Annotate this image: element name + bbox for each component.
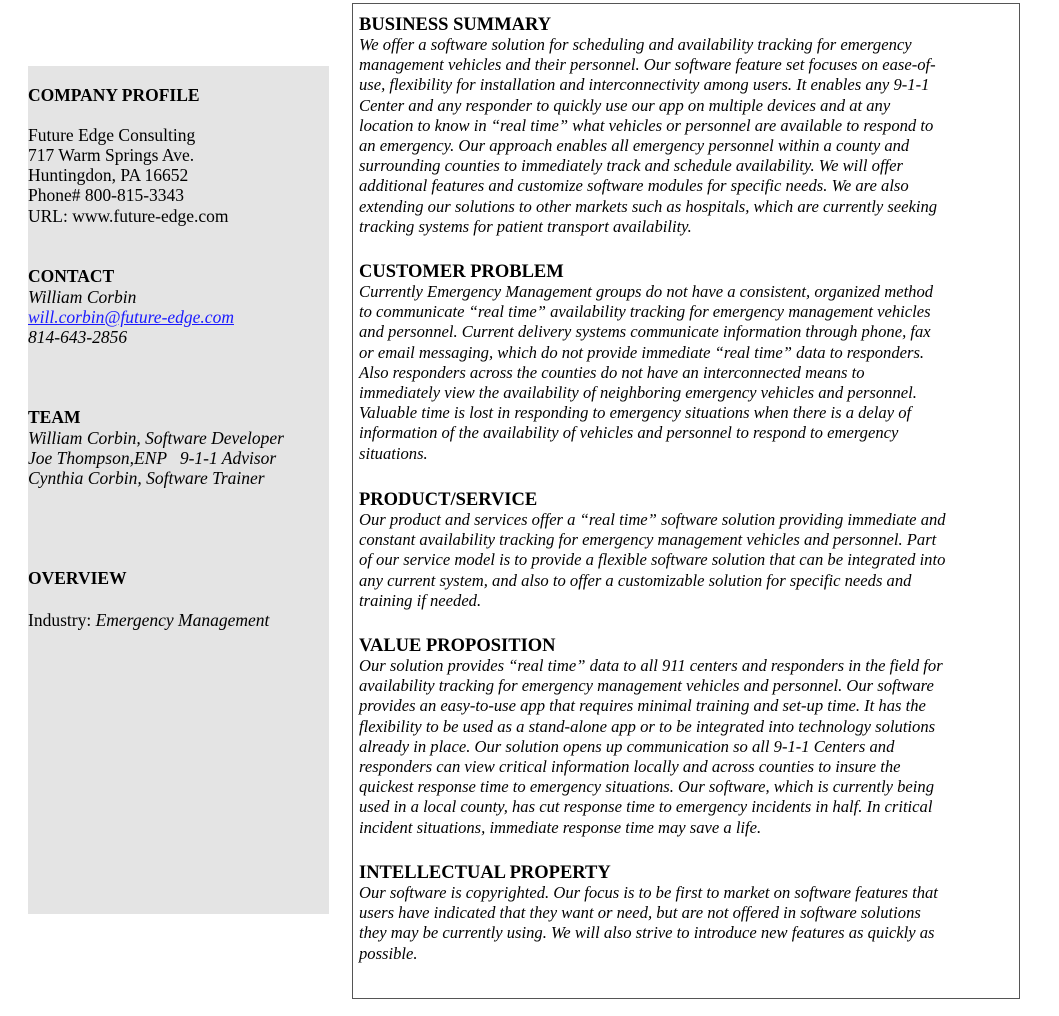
overview-heading: OVERVIEW <box>28 568 127 588</box>
overview-industry <box>28 610 328 630</box>
section-title: INTELLECTUAL PROPERTY <box>359 863 611 883</box>
industry-value: Emergency Management <box>95 610 270 630</box>
business-summary-section <box>359 15 1015 237</box>
team-member: William Corbin, Software Developer <box>28 428 284 448</box>
customer-problem-section <box>359 262 1015 464</box>
section-body: Our software is copyrighted. Our focus is to be first to market on software features that users have indicated that they want or need, but are not offered in software solutions they may be currently using. We will also strive to introduce new features as quickly as possible. <box>359 883 938 963</box>
section-body: Currently Emergency Management groups do not have a consistent, organized method to communicate “real time” availability tracking for emergency management vehicles and personnel. Current delivery systems communicate information through phone, fax or email messaging, which do not provide immediate “real time” data to responders. Also responders across the counties do not have an interconnected means to immediately view the availability of neighboring emergency vehicles and personnel. Valuable time is lost in responding to emergency situations when there is a delay of information of the availability of vehicles and personnel to respond to emergency situations. <box>359 282 934 463</box>
section-title: BUSINESS SUMMARY <box>359 15 552 35</box>
company-address-line2: Huntingdon, PA 16652 <box>28 165 189 185</box>
company-phone: Phone# 800-815-3343 <box>28 185 185 205</box>
contact-email-row <box>28 307 328 327</box>
section-title: PRODUCT/SERVICE <box>359 490 538 510</box>
company-address-line1: 717 Warm Springs Ave. <box>28 145 195 165</box>
contact-email-link[interactable]: will.corbin@future-edge.com <box>28 307 234 327</box>
product-service-section <box>359 490 1015 611</box>
section-title: VALUE PROPOSITION <box>359 636 556 656</box>
team-member: Cynthia Corbin, Software Trainer <box>28 468 265 488</box>
company-name: Future Edge Consulting <box>28 125 196 145</box>
team-member: Joe Thompson,ENP 9-1-1 Advisor <box>28 448 277 468</box>
section-body: We offer a software solution for scheduling and availability tracking for emergency management vehicles and their personnel. Our software feature set focuses on ease-of- use, flexibility for installation and interconnectivity among users. It enables any 9-1-1 Center and any responder to quickly use our app on multiple devices and at any location to know in “real time” what vehicles or personnel are available to respond to an emergency. Our approach enables all emergency personnel within a county and surrounding counties to immediately track and schedule availability. We will offer additional features and customize software modules for specific needs. We are also extending our solutions to other markets such as hospitals, which are currently seeking tracking systems for patient transport availability. <box>359 35 938 236</box>
section-title: CUSTOMER PROBLEM <box>359 262 564 282</box>
value-proposition-section <box>359 636 1015 838</box>
contact-phone: 814-643-2856 <box>28 327 128 347</box>
section-body: Our product and services offer a “real time” software solution providing immediate and constant availability tracking for emergency management vehicles and personnel. Part of our service model is to provide a flexible software solution that can be integrated into any current system, and also to offer a customizable solution for specific needs and training if needed. <box>359 510 946 610</box>
contact-name: William Corbin <box>28 287 137 307</box>
company-url: URL: www.future-edge.com <box>28 206 229 226</box>
company-profile-heading: COMPANY PROFILE <box>28 85 200 105</box>
industry-label: Industry: <box>28 610 96 630</box>
contact-heading: CONTACT <box>28 266 115 286</box>
section-body: Our solution provides “real time” data to all 911 centers and responders in the field for availability tracking for emergency management vehicles and personnel. Our software provides an easy-to-use app that requires minimal training and set-up time. It has the flexibility to be used as a stand-alone app or to be integrated into technology solutions already in place. Our solution opens up communication so all 9-1-1 Centers and responders can view critical information locally and across counties to insure the quickest response time to emergency situations. Our software, which is currently being used in a local county, has cut response time to emergency incidents in half. In critical incident situations, immediate response time may save a life. <box>359 656 943 837</box>
team-heading: TEAM <box>28 407 81 427</box>
intellectual-property-section <box>359 863 1015 964</box>
